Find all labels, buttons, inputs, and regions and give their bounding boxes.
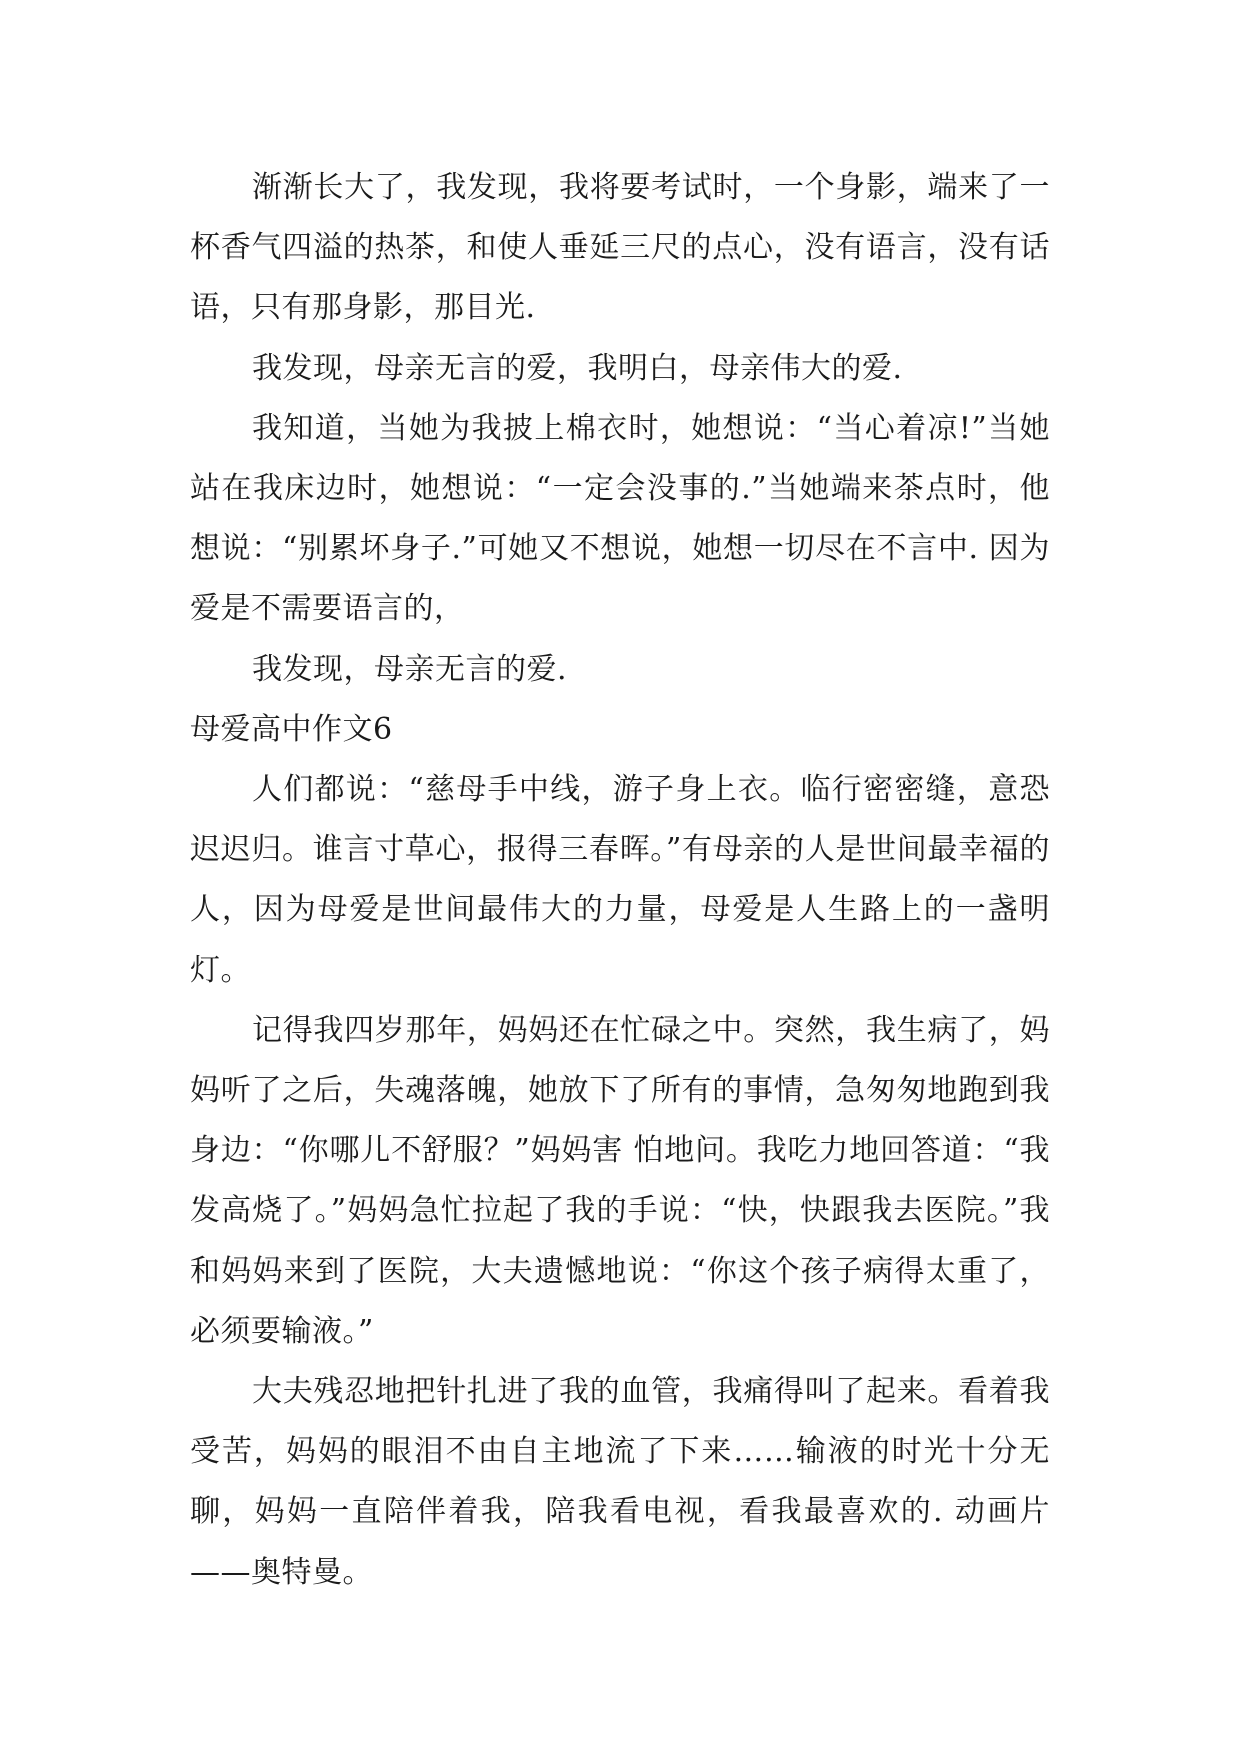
document-body xyxy=(190,158,1050,1603)
paragraph: 我知道，当她为我披上棉衣时，她想说：“当心着凉!”当她站在我床边时，她想说：“一定会没事的.”当她端来茶点时，他想说：“别累坏身子.”可她又不想说，她想一切尽在不言中. 因为爱是不需要语言的， xyxy=(190,410,1050,627)
paragraph: 记得我四岁那年，妈妈还在忙碌之中。突然，我生病了，妈妈听了之后，失魂落魄，她放下了所有的事情，急匆匆地跑到我身边：“你哪儿不舒服？”妈妈害 怕地问。我吃力地回答道：“我发高烧了。”妈妈急忙拉起了我的手说：“快，快跟我去医院。”我和妈妈来到了医院，大夫遗憾地说：“你这个孩子病得太重了， 必须要输液。” xyxy=(190,1012,1050,1349)
paragraph: 人们都说：“慈母手中线，游子身上衣。临行密密缝，意恐迟迟归。谁言寸草心，报得三春晖。”有母亲的人是世间最幸福的人，因为母爱是世间最伟大的力量，母爱是人生路上的一盏明灯。 xyxy=(190,772,1050,988)
paragraph: 渐渐长大了，我发现，我将要考试时，一个身影，端来了一杯香气四溢的热茶，和使人垂延三尺的点心，没有语言，没有话语，只有那身影，那目光. xyxy=(190,170,1050,326)
paragraph: 我发现，母亲无言的爱，我明白，母亲伟大的爱. xyxy=(252,350,903,386)
paragraph: 我发现，母亲无言的爱. xyxy=(252,651,568,687)
paragraph: 大夫残忍地把针扎进了我的血管，我痛得叫了起来。看着我受苦，妈妈的眼泪不由自主地流了下来……输液的时光十分无聊，妈妈一直陪伴着我，陪我看电视，看我最喜欢的. 动画片——奥特曼。 xyxy=(190,1374,1050,1590)
section-heading: 母爱高中作文6 xyxy=(190,711,393,747)
